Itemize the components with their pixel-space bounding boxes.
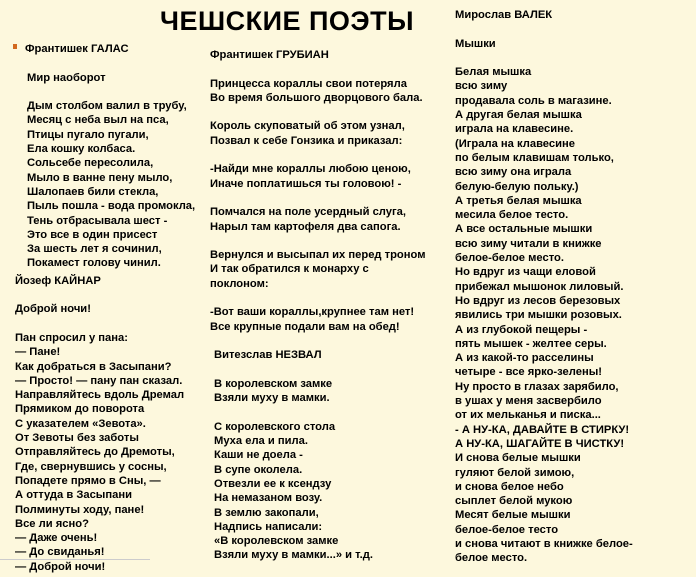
poem-line: -Найди мне кораллы любою ценою, [210,163,411,176]
poem-line: Дым столбом валил в трубу, [27,100,187,113]
poem-line: белое место. [455,552,528,565]
poem-line: На немазаном возу. [214,492,323,505]
poem-line: Иначе поплатишься ты головою! - [210,177,402,190]
poem-line: А НУ-КА, ШАГАЙТЕ В ЧИСТКУ! [455,437,625,450]
poem-line: явились три мышки розовых. [455,309,622,322]
poem-line [214,405,440,419]
poem-line: Пан спросил у пана: [15,331,128,344]
poem-line: белое-белое тесто [455,523,559,536]
author-halas: Франтишек ГАЛАС [25,43,129,55]
poem-line: играла на клавесине. [455,123,574,136]
poem-line: Принцесса кораллы свои потеряла [210,77,407,90]
poem-line: И снова белые мышки [455,452,581,465]
poem-line: А из какой-то расселины [455,352,594,365]
poem-line: прибежал мышонок лиловый. [455,280,624,293]
poem-line: — Пане! [15,346,61,359]
right-column [455,8,696,566]
poem-line: В супе околела. [214,463,303,476]
poem-line: Нарыл там картофеля два сапога. [210,220,401,233]
poem-line: пять мышек - желтее серы. [455,337,607,350]
poem-line: Все ли ясно? [15,517,89,530]
poem-korolevskie-korally [210,77,440,334]
poem-line: от их мельканья и писка... [455,409,601,422]
poem-line: — До свиданья! [15,546,105,559]
poem-line [210,291,440,305]
poem-line: Позвал к себе Гонзика и приказал: [210,134,403,147]
poem-line: Но вдруг из чащи еловой [455,266,596,279]
poem-muha [210,377,440,563]
poem-line: Сольсебе пересолила, [27,157,154,170]
poem-line: А другая белая мышка [455,109,582,122]
left-column [15,42,200,574]
poem-line: Каши не доела - [214,449,303,462]
poem-mir-naoborot [15,99,200,271]
poem-line: Отправляйтесь до Дремоты, [15,446,175,459]
poem-line: Тень отбрасывала шест - [27,214,168,227]
poem-line: и снова читают в книжке белое- [455,537,633,550]
poem-line: Мыло в ванне пену мыло, [27,171,173,184]
poem-line: месила белое тесто. [455,209,569,222]
poem-line: А третья белая мышка [455,194,582,207]
poem-line: Белая мышка [455,66,532,79]
poem-line: А все остальные мышки [455,223,593,236]
poem-line: Надпись написали: [214,520,323,533]
poem-line: Птицы пугало пугали, [27,128,149,141]
poem-line: — Даже очень! [15,532,98,545]
poem-line: Король скуповатый об этом узнал, [210,120,405,133]
poem-line: Взяли муху в мамки. [214,392,330,405]
poem-dobroi-nochi [15,331,200,574]
poem-line: Направляйтесь вдоль Дремал [15,389,185,402]
poem-title-dobroi-nochi: Доброй ночи! [15,303,91,316]
poem-line: (Играла на клавесине [455,137,575,150]
middle-column [210,48,440,563]
poem-line: Отвезли ее к ксендзу [214,477,332,490]
poem-line: Все крупные подали вам на обед! [210,320,400,333]
poem-line [210,234,440,248]
poem-line: С королевского стола [214,420,336,433]
page-title: ЧЕШСКИЕ ПОЭТЫ [160,6,415,36]
poem-line: - А НУ-КА, ДАВАЙТЕ В СТИРКУ! [455,423,630,436]
poem-line: всю зиму [455,80,508,93]
poem-line: В землю закопали, [214,506,319,519]
poem-line: -Вот ваши кораллы,крупнее там нет! [210,306,415,319]
poem-line: по белым клавишам только, [455,151,614,164]
poem-line: — Просто! — пану пан сказал. [15,374,183,387]
poem-line: продавала соль в магазине. [455,94,612,107]
poem-line: Это все в один присест [27,228,158,241]
poem-line: А из глубокой пещеры - [455,323,588,336]
poem-line: Полминуты ходу, пане! [15,503,145,516]
poem-line: Во время большого дворцового бала. [210,91,423,104]
poem-line: белое-белое место. [455,252,564,265]
poem-line: четыре - все ярко-зелены! [455,366,602,379]
poem-line: Взяли муху в мамки...» и т.д. [214,549,373,562]
poem-line: С указателем «Зевота». [15,417,146,430]
poem-line [210,148,440,162]
poem-line: За шесть лет я сочинил, [27,243,162,256]
author-kainar: Йозеф КАЙНАР [15,274,101,287]
poem-line: Прямиком до поворота [15,403,145,416]
poem-line: Шалопаев били стекла, [27,185,159,198]
poem-line: сыплет белой мукою [455,495,573,508]
poem-line: — Доброй ночи! [15,560,106,573]
poem-line: Ну просто в глазах зарябило, [455,380,619,393]
poem-line: В королевском замке [214,377,333,390]
poem-line: Пыль пошла - вода промокла, [27,200,196,213]
poem-line: поклоном: [210,277,269,290]
poem-line: в ушах у меня засвербило [455,395,602,408]
poem-line: Муха ела и пила. [214,435,308,448]
poem-line: И так обратился к монарху с [210,263,369,276]
poem-line: Месяц с неба выл на пса, [27,114,169,127]
poem-myshki [455,65,696,565]
divider [0,559,150,560]
poem-line: и снова белое небо [455,480,564,493]
poem-line: белую-белую польку.) [455,180,579,193]
poem-line: Вернулся и высыпал их перед троном [210,249,426,262]
poem-line: Месят белые мышки [455,509,571,522]
poem-line: Помчался на поле усердный слуга, [210,206,406,219]
poem-line: всю зиму она играла [455,166,572,179]
poem-line [210,191,440,205]
poem-line: От Зевоты без заботы [15,432,139,445]
poem-line [210,105,440,119]
poem-title-mir-naoborot: Мир наоборот [27,71,106,84]
author-nezval: Витезслав НЕЗВАЛ [214,349,322,362]
poem-line: всю зиму читали в книжке [455,237,602,250]
poem-line: А оттуда в Засыпани [15,489,132,502]
author-grubian: Франтишек ГРУБИАН [210,49,329,61]
poem-title-myshki: Мышки [455,37,496,50]
poem-line: «В королевском замке [214,535,339,548]
author-valek: Мирослав ВАЛЕК [455,9,553,21]
poem-line: Где, свернувшись у сосны, [15,460,167,473]
poem-line: Как добраться в Засыпани? [15,360,172,373]
poem-line: гуляют белой зимою, [455,466,575,479]
poem-line: Но вдруг из лесов березовых [455,294,621,307]
poem-line: Попадете прямо в Сны, — [15,474,161,487]
poem-line: Покамест голову чинил. [27,257,161,270]
poem-line: Ела кошку колбаса. [27,143,136,156]
